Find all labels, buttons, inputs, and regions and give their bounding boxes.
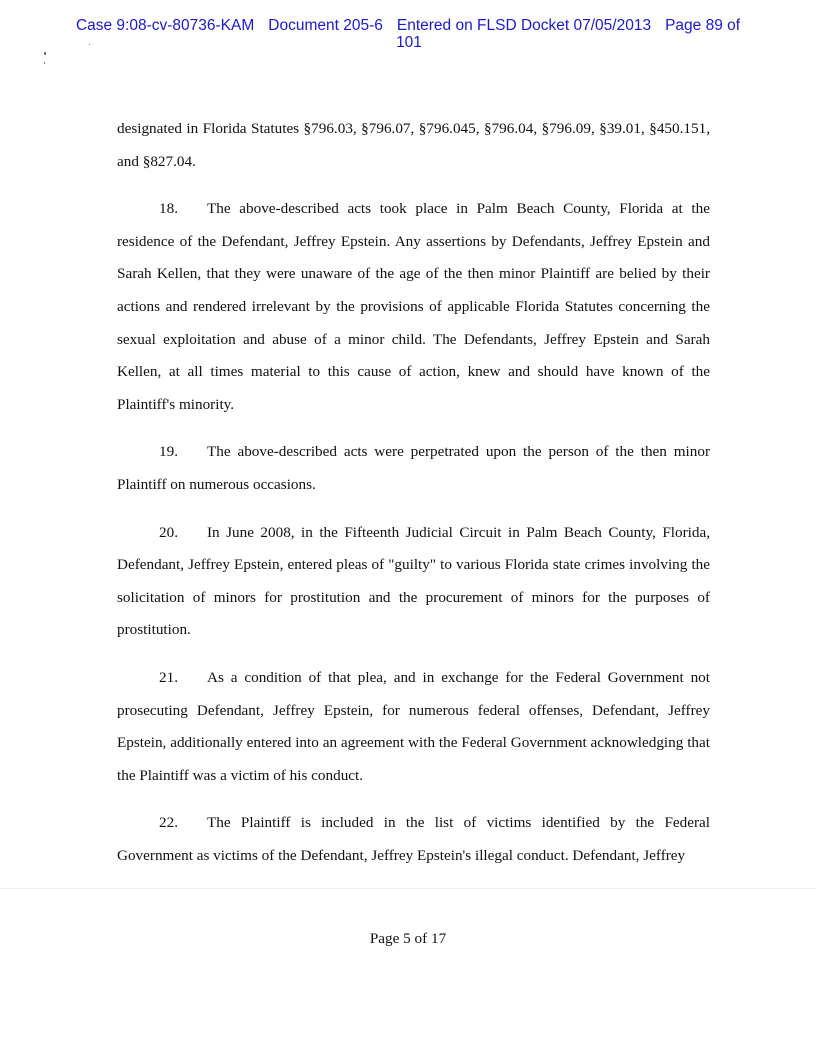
docket-entry-date: Entered on FLSD Docket 07/05/2013 xyxy=(396,17,652,34)
paragraph-19 xyxy=(117,436,710,501)
paragraph-text: The above-described acts took place in Palm Beach County, Florida at the residence of the Defendant, Jeffrey Epstein. Any assertions by Defendants, Jeffrey Epstein and Sarah Kellen, that they were unaware of the age of the then minor Plaintiff are belied by their actions and rendered irrelevant by the provisions of applicable Florida Statutes concerning the sexual exploitation and abuse of a minor child. The Defendants, Jeffrey Epstein and Sarah Kellen, at all times material to this cause of action, knew and should have known of the Plaintiff's minority. xyxy=(117,200,710,413)
paragraph-text: The above-described acts were perpetrated upon the person of the then minor Plaintiff on numerous occasions. xyxy=(117,443,710,493)
paragraph-text: The Plaintiff is included in the list of victims identified by the Federal Government as victims of the Defendant, Jeffrey Epstein's illegal conduct. Defendant, Jeffrey xyxy=(117,814,710,864)
page-number: Page 5 of 17 xyxy=(369,930,447,947)
docket-page-total: 101 xyxy=(396,34,422,51)
document-number: Document 205-6 xyxy=(268,17,383,34)
paragraph-number: 20. xyxy=(159,523,178,541)
paragraph-20 xyxy=(117,517,710,647)
paragraph-number: 18. xyxy=(159,200,178,218)
scan-speck xyxy=(44,62,45,64)
paragraph-number: 22. xyxy=(159,814,178,832)
paragraph-continuation: designated in Florida Statutes §796.03, §796.07, §796.045, §796.04, §796.09, §39.01, §450.151, and §827.04. xyxy=(117,120,710,170)
paragraph-22 xyxy=(117,807,710,872)
paragraph-text: As a condition of that plea, and in exchange for the Federal Government not prosecuting Defendant, Jeffrey Epstein, for numerous federal offenses, Defendant, Jeffrey Epstein, additionally entered into an agreement with the Federal Government acknowledging that the Plaintiff was a victim of his conduct. xyxy=(117,668,710,784)
paragraph-21 xyxy=(117,662,710,792)
document-body xyxy=(117,113,710,872)
paragraph-number: 21. xyxy=(159,668,178,686)
scan-speck xyxy=(89,44,90,45)
paragraph-18 xyxy=(117,193,710,421)
docket-header-line-2 xyxy=(0,34,816,51)
scan-fold-line xyxy=(0,888,816,889)
page-footer xyxy=(0,930,816,948)
docket-header-line-1 xyxy=(0,17,816,34)
docket-page-prefix: Page 89 of xyxy=(665,17,741,34)
paragraph-text: In June 2008, in the Fifteenth Judicial Circuit in Palm Beach County, Florida, Defendant, Jeffrey Epstein, entered pleas of "guilty" to various Florida state crimes involving the solicitation of minors for prostitution and the procurement of minors for the purposes of prostitution. xyxy=(117,523,710,639)
docket-header xyxy=(0,17,816,51)
scan-speck xyxy=(44,52,46,55)
case-number: Case 9:08-cv-80736-KAM xyxy=(75,17,255,34)
paragraph-number: 19. xyxy=(159,443,178,461)
